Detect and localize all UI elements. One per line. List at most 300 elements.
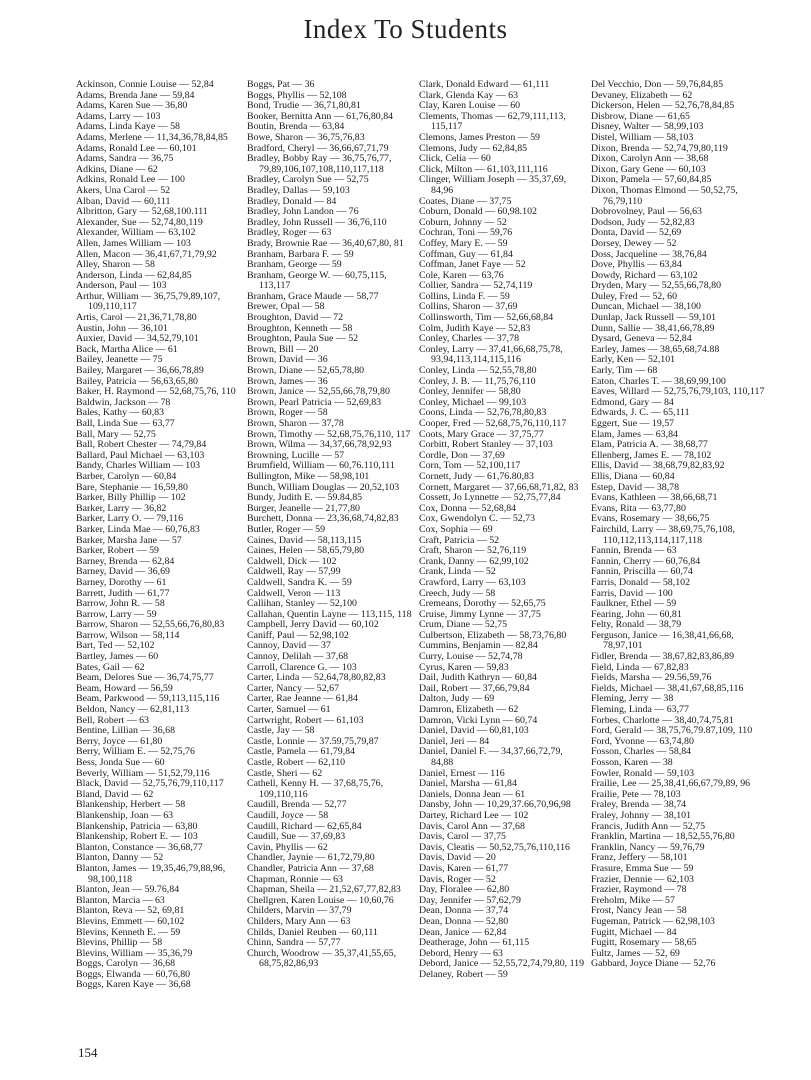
index-entry: Cornett, Judy — 61,76.80,83 <box>419 470 534 482</box>
index-entry: Bales, Kathy — 60,83 <box>76 407 165 419</box>
index-entry: Cartwright, Robert — 61,103 <box>247 714 364 726</box>
index-entry: Blevins, William — 35,36,79 <box>76 947 193 959</box>
index-entry: Clemons, Judy — 62,84,85 <box>419 142 528 154</box>
index-entry: Felty, Ronald — 38,79 <box>591 619 682 631</box>
index-entry: Clements, Thomas — 62,79,111,113, 115,117 <box>419 110 566 133</box>
index-entry: Brown, Diane — 52,65,78,80 <box>247 365 365 377</box>
index-entry: Barney, Brenda — 62,84 <box>76 555 175 567</box>
index-entry: Ackinson, Connie Louise — 52,84 <box>76 79 214 90</box>
index-entry: Cole, Karen — 63,76 <box>419 269 504 281</box>
index-entry: Blankenship, Robert E. — 103 <box>76 831 198 843</box>
index-entry: Blevins, Phillip — 58 <box>76 937 163 949</box>
index-entry: Booker, Bernitta Ann — 61,76,80,84 <box>247 110 394 122</box>
index-entry: Caldwell, Dick — 102 <box>247 555 337 567</box>
index-entry: Conley, Charles — 37,78 <box>419 333 520 345</box>
index-entry: Chandler, Patricia Ann — 37,68 <box>247 862 374 874</box>
index-entry: Davis, Carol — 37,75 <box>419 831 506 843</box>
index-entry: Fannin, Priscilla — 60,74 <box>591 566 693 578</box>
index-entry: Clay, Karen Louise — 60 <box>419 100 521 112</box>
index-entry: Carter, Linda — 52,64,78,80,82,83 <box>247 672 386 684</box>
index-entry: Farris, David — 100 <box>591 587 673 599</box>
index-entry: Blanton, Danny — 52 <box>76 852 164 864</box>
index-column-1 <box>76 80 244 991</box>
index-entry: Frasure, Emma Sue — 59 <box>591 862 694 874</box>
index-entry: Barker, Billy Phillip — 102 <box>76 492 186 504</box>
index-entry: Adkins, Ronald Lee — 100 <box>76 174 185 186</box>
index-entry: Duley, Fred — 52, 60 <box>591 290 678 302</box>
index-entry: Delaney, Robert — 59 <box>419 968 508 980</box>
index-entry: Fleming, Linda — 63,77 <box>591 704 689 716</box>
index-entry: Cannoy, David — 37 <box>247 640 331 652</box>
index-entry: Fultz, James — 52, 69 <box>591 947 680 959</box>
index-entry: Castle, Pamela — 61,79,84 <box>247 746 356 758</box>
index-entry: Evans, Rosemary — 38,66,75 <box>591 513 710 525</box>
index-entry: Davis, David — 20 <box>419 852 496 864</box>
index-entry: Ellis, Diana — 60,84 <box>591 470 675 482</box>
index-entry: Dysard, Geneva — 52,84 <box>591 333 692 345</box>
index-entry: Bare, Stephanie — 16,59,80 <box>76 481 188 493</box>
index-entry: Fleming, Jerry — 38 <box>591 693 674 705</box>
index-entry: Barrow, John R. — 58 <box>76 598 165 610</box>
index-entry: Allen, James William — 103 <box>76 237 191 249</box>
index-entry: Frailie, Pete — 78,103 <box>591 788 681 800</box>
index-entry: Brown, Pearl Patricia — 52,69,83 <box>247 396 382 408</box>
index-entry: Cathell, Kenny H. — 37,68,75,76, 109,110,116 <box>247 778 384 800</box>
index-entry: Coburn, Donald — 60,98.102 <box>419 206 537 218</box>
index-entry: Caines, David — 58,113,115 <box>247 534 362 546</box>
index-entry: Edmond, Gary — 84 <box>591 396 674 408</box>
index-entry: Fugitt, Michael — 84 <box>591 926 677 938</box>
index-entry: Clark, Donald Edward — 61,111 <box>419 79 550 90</box>
index-entry: Bradley, John Russell — 36,76,110 <box>247 216 387 228</box>
index-entry: Adams, Ronald Lee — 60,101 <box>76 142 197 154</box>
index-entry: Bland, David — 62 <box>76 788 154 800</box>
index-entry: Castle, Sheri — 62 <box>247 767 323 779</box>
index-entry: Brown, Wilma — 34,37,66,78,92,93 <box>247 439 392 451</box>
index-entry: Disney, Walter — 58,99,103 <box>591 121 704 133</box>
index-entry: Bradley, John Landon — 76 <box>247 206 359 218</box>
index-entry: Coffman, Guy — 61,84 <box>419 248 513 260</box>
index-entry: Cruise, Jimmy Lynne — 37,75 <box>419 608 541 620</box>
index-entry: Caldwell, Ray — 57,99 <box>247 566 341 578</box>
index-entry: Blanton, Jean — 59.76,84 <box>76 884 180 896</box>
index-entry: Ferguson, Janice — 16,38,41,66,68, 78,97,101 <box>591 629 734 652</box>
index-entry: Cordle, Don — 37,69 <box>419 449 505 461</box>
index-entry: Dean, Janice — 62,84 <box>419 926 507 938</box>
index-entry: Childers, Mary Ann — 63 <box>247 915 351 927</box>
index-entry: Edwards, J. C. — 65,111 <box>591 407 690 419</box>
index-entry: Dobrovolney, Paul — 56,63 <box>591 206 702 218</box>
index-entry: Dixon, Gary Gene — 60,103 <box>591 163 706 175</box>
index-entry: Dixon, Carolyn Ann — 38,68 <box>591 153 709 165</box>
index-entry: Burchett, Donna — 23,36,68,74,82,83 <box>247 513 399 525</box>
index-entry: Bradley, Bobby Ray — 36,75,76,77, 79,89,106,107,108,110,117,118 <box>247 153 392 175</box>
index-entry: Bell, Robert — 63 <box>76 714 149 726</box>
index-entry: Fowler, Ronald — 59,103 <box>591 767 695 779</box>
index-entry: Carter, Samuel — 61 <box>247 704 331 716</box>
index-entry: Brown, Timothy — 52,68,75,76,110, 117 <box>247 428 411 440</box>
index-entry: Ellis, David — 38,68,79,82,83,92 <box>591 460 725 472</box>
index-entry: Bandy, Charles William — 103 <box>76 460 201 472</box>
index-entry: Cannoy, Delilah — 37,68 <box>247 651 349 663</box>
index-entry: Chapman, Sheila — 21,52,67,77,82,83 <box>247 884 401 896</box>
index-entry: Conley, J. B. — 11,75,76,110 <box>419 375 536 387</box>
page-title: Index To Students <box>303 14 508 44</box>
index-entry: Carter, Rae Jeanne — 61,84 <box>247 693 358 705</box>
index-entry: Franklin, Nancy — 59,76,79 <box>591 841 705 853</box>
index-entry: Davis, Cleatis — 50,52,75,76,110,116 <box>419 841 570 853</box>
index-entry: Ballard, Paul Michael — 63,103 <box>76 449 205 461</box>
index-entry: Chinn, Sandra — 57,77 <box>247 937 341 949</box>
page-number: 154 <box>78 1045 98 1060</box>
index-entry: Branham, George — 59 <box>247 259 342 271</box>
index-entry: Conley, Michael — 99,103 <box>419 396 527 408</box>
index-entry: Blevins, Kenneth E. — 59 <box>76 926 181 938</box>
index-entry: Alexander, William — 63,102 <box>76 227 196 239</box>
index-entry: Callahan, Quentin Layne — 113,115, 118 <box>247 608 412 620</box>
index-entry: Back, Martha Alice — 61 <box>76 343 178 355</box>
index-entry: Cooper, Fred — 52,68,75,76,110,117 <box>419 418 567 429</box>
index-entry: Craft, Patricia — 52 <box>419 534 500 546</box>
index-entry: Beam, Delores Sue — 36,74,75,77 <box>76 672 214 684</box>
index-entry: Duncan, Michael — 38,100 <box>591 301 701 313</box>
index-entry: Forbes, Charlotte — 38,40,74,75,81 <box>591 714 734 726</box>
index-entry: Bradford, Cheryl — 36,66,67,71,79 <box>247 142 389 154</box>
index-entry: Bart, Ted — 52,102 <box>76 640 155 652</box>
index-entry: Chellgren, Karen Louise — 10,60,76 <box>247 894 394 906</box>
index-entry: Akers, Una Carol — 52 <box>76 184 171 196</box>
index-entry: Boggs, Karen Kaye — 36,68 <box>76 979 191 991</box>
index-entry: Freholm, Mike — 57 <box>591 894 675 906</box>
index-entry: Austin, John — 36,101 <box>76 322 168 334</box>
index-entry: Cox, Donna — 52,68,84 <box>419 502 517 514</box>
index-entry: Arthur, William — 36,75,79,89,107, 109,110,117 <box>76 290 221 313</box>
index-entry: Adams, Sandra — 36,75 <box>76 153 174 165</box>
index-entry: Castle, Jay — 58 <box>247 725 315 737</box>
index-entry: Bartley, James — 60 <box>76 651 159 663</box>
index-entry: Black, David — 52,75,76,79,110,117 <box>76 778 224 790</box>
index-entry: Broughton, Paula Sue — 52 <box>247 333 359 345</box>
index-entry: Alban, David — 60,111 <box>76 195 171 207</box>
index-entry: Blankenship, Herbert — 58 <box>76 799 186 811</box>
index-entry: Blanton, Marcia — 63 <box>76 894 165 906</box>
index-entry: Eggert, Sue — 19,57 <box>591 418 675 429</box>
index-entry: Davis, Roger — 52 <box>419 873 496 885</box>
index-entry: Carroll, Clarence G. — 103 <box>247 661 357 673</box>
index-entry: Debord, Henry — 63 <box>419 947 503 959</box>
index-entry: Chandler, Jaynie — 61,72,79,80 <box>247 852 375 864</box>
index-entry: Craft, Sharon — 52,76,119 <box>419 545 527 557</box>
index-entry: Broughton, David — 72 <box>247 312 344 324</box>
index-entry: Fidler, Brenda — 38,67,82,83,86,89 <box>591 651 735 663</box>
index-entry: Dixon, Brenda — 52,74,79,80,119 <box>591 142 728 154</box>
index-entry: Cavin, Phyllis — 62 <box>247 841 328 853</box>
index-entry: Eaton, Charles T. — 38,69,99,100 <box>591 375 726 387</box>
index-entry: Fields, Michael — 38,41,67,68,85,116 <box>591 682 744 694</box>
index-entry: Conley, Larry — 37,41,66,68,75,78, 93,94,113,114,115,116 <box>419 343 563 366</box>
index-entry: Collinsworth, Tim — 52,66,68,84 <box>419 312 554 324</box>
index-entry: Daniel, David — 60,81,103 <box>419 725 529 737</box>
index-entry: Distel, William — 58,103 <box>591 131 694 143</box>
index-entry: Click, Milton — 61,103,111,116 <box>419 163 548 175</box>
index-entry: Brumfield, William — 60,76.110,111 <box>247 460 395 472</box>
index-entry: Collins, Linda F. — 59 <box>419 290 510 302</box>
index-entry: Branham, George W. — 60,75,115, 113,117 <box>247 269 387 292</box>
index-entry: Brown, James — 36 <box>247 375 328 387</box>
index-entry: Damron, Elizabeth — 62 <box>419 704 519 716</box>
index-entry: Fosson, Charles — 58,84 <box>591 746 692 758</box>
index-entry: Ford, Yvonne — 63,74,80 <box>591 735 694 747</box>
index-entry: Berry, Joyce — 61,80 <box>76 735 163 747</box>
index-entry: Farris, Donald — 58,102 <box>591 576 691 588</box>
index-entry: Fraley, Johnny — 38,101 <box>591 809 692 821</box>
index-entry: Crum, Diane — 52,75 <box>419 619 508 631</box>
index-entry: Frazier, Raymond — 78 <box>591 884 687 896</box>
index-entry: Bundy, Judith E. — 59.84,85 <box>247 492 363 504</box>
index-entry: Day, Floralee — 62,80 <box>419 884 510 896</box>
index-entry: Fosson, Karen — 38 <box>591 757 673 768</box>
index-entry: Cochran, Toni — 59,76 <box>419 227 513 239</box>
index-entry: Barney, Dorothy — 61 <box>76 576 167 588</box>
index-entry: Church, Woodrow — 35,37,41,55,65, 68,75,82,86,93 <box>247 947 397 970</box>
index-entry: Boggs, Pat — 36 <box>247 79 315 90</box>
index-entry: Franz, Jeffery — 58,101 <box>591 852 688 864</box>
index-entry: Chapman, Ronnie — 63 <box>247 873 343 885</box>
index-entry: Cremeans, Dorothy — 52,65,75 <box>419 598 546 610</box>
index-entry: Caudill, Joyce — 58 <box>247 809 329 821</box>
index-entry: Dixon, Pamela — 57,60,84,85 <box>591 174 712 186</box>
index-entry: Early, Tim — 68 <box>591 365 658 377</box>
index-entry: Boggs, Phyllis — 52,108 <box>247 89 347 101</box>
index-entry: Doss, Jacqueline — 38,76,84 <box>591 248 707 260</box>
index-entry: Beverly, William — 51,52,79,116 <box>76 767 210 779</box>
index-entry: Caniff, Paul — 52,98,102 <box>247 629 349 641</box>
index-entry: Coons, Linda — 52,76,78,80,83 <box>419 407 547 419</box>
index-entry: Blankenship, Joan — 63 <box>76 809 174 821</box>
index-entry: Brown, Janice — 52,55,66,78,79,80 <box>247 386 390 398</box>
index-entry: Brown, Roger — 58 <box>247 407 328 419</box>
index-entry: Alley, Sharon — 58 <box>76 259 155 271</box>
index-entry: Collins, Sharon — 37,69 <box>419 301 518 313</box>
index-entry: Gabbard, Joyce Diane — 52,76 <box>591 958 716 970</box>
index-entry: Frailie, Lee — 25,38,41,66,67,79,89, 96 <box>591 778 751 790</box>
index-entry: Artis, Carol — 21,36,71,78,80 <box>76 312 197 324</box>
index-entry: Daniel, Jeri — 84 <box>419 735 490 747</box>
index-entry: Alexander, Sue — 52,74,80,119 <box>76 216 203 228</box>
index-entry: Dail, Robert — 37,66,79,84 <box>419 682 530 694</box>
index-entry: Field, Linda — 67,82,83 <box>591 661 689 673</box>
index-entry: Ball, Robert Chester — 74,79,84 <box>76 439 207 451</box>
index-entry: Bowe, Sharon — 36,75,76,83 <box>247 131 365 143</box>
index-entry: Fugitt, Rosemary — 58,65 <box>591 937 697 949</box>
index-entry: Fannin, Brenda — 63 <box>591 545 677 557</box>
index-entry: Callihan, Stanley — 52,100 <box>247 598 357 610</box>
index-entry: Albritton, Gary — 52,68,100.111 <box>76 206 208 218</box>
index-entry: Ellenberg, James E. — 78,102 <box>591 449 712 461</box>
index-entry: Dalton, Judy — 69 <box>419 693 495 705</box>
index-entry: Corbitt, Robert Stanley — 37,103 <box>419 439 553 451</box>
index-entry: Butler, Roger — 59 <box>247 523 326 535</box>
index-entry: Berry, William E. — 52,75,76 <box>76 746 195 758</box>
index-entry: Cox, Sophia — 69 <box>419 523 493 535</box>
index-entry: Deatherage, John — 61,115 <box>419 937 530 949</box>
index-entry: Dartey, Richard Lee — 102 <box>419 809 529 821</box>
index-entry: Castle, Robert — 62,110 <box>247 757 346 768</box>
index-entry: Francis, Judith Ann — 52,75 <box>591 820 706 832</box>
index-entry: Clemons, James Preston — 59 <box>419 131 540 143</box>
index-entry: Dodson, Judy — 52,82,83 <box>591 216 695 228</box>
index-entry: Earley, James — 38,65,68,74.88 <box>591 343 720 355</box>
index-entry: Boutin, Brenda — 63,84 <box>247 121 345 133</box>
index-entry: Eaves, Willard — 52,75,76,79,103, 110,117 <box>591 386 765 398</box>
index-entry: Boggs, Elwanda — 60,76,80 <box>76 968 191 980</box>
index-entry: Cummins, Benjamin — 82,84 <box>419 640 538 652</box>
index-entry: Campbell, Jerry David — 60,102 <box>247 619 379 631</box>
index-entry: Evans, Rita — 63,77,80 <box>591 502 686 514</box>
index-entry: Beldon, Nancy — 62,81,113 <box>76 704 190 716</box>
index-entry: Adams, Linda Kaye — 58 <box>76 121 180 133</box>
index-entry: Fearing, John — 60,81 <box>591 608 682 620</box>
index-entry: Bailey, Margaret — 36,66,78,89 <box>76 365 204 377</box>
index-entry: Daniels, Donna Jean — 61 <box>419 788 526 800</box>
index-entry: Dove, Phyllis — 63,84 <box>591 259 682 271</box>
index-entry: Bunch, William Douglas — 20,52,103 <box>247 481 400 493</box>
index-entry: Davis, Karen — 61,77 <box>419 862 509 874</box>
index-entry: Crank, Linda — 52 <box>419 566 496 578</box>
index-entry: Bradley, Donald — 84 <box>247 195 337 207</box>
index-entry: Dorsey, Dewey — 52 <box>591 237 677 249</box>
index-entry: Dean, Donna — 52,80 <box>419 915 509 927</box>
index-entry: Del Vecchio, Don — 59,76,84,85 <box>591 79 724 90</box>
index-entry: Frazier, Dennie — 62,103 <box>591 873 694 885</box>
index-entry: Conley, Linda — 52,55,78,80 <box>419 365 537 377</box>
index-entry: Bailey, Jeanette — 75 <box>76 354 163 366</box>
index-entry: Dail, Judith Kathryn — 60,84 <box>419 672 537 684</box>
index-entry: Coates, Diane — 37,75 <box>419 195 512 207</box>
index-entry: Bradley, Carolyn Sue — 52,75 <box>247 174 369 186</box>
index-entry: Fairchild, Larry — 38,69,75,76,108, 110,112,113,114,117,118 <box>591 523 735 546</box>
index-entry: Conley, Jennifer — 58,80 <box>419 386 521 398</box>
index-entry: Daniel, Ernest — 116 <box>419 767 505 779</box>
index-entry: Childers, Marvin — 37,79 <box>247 905 352 917</box>
index-entry: Bailey, Patricia — 56,63,65,80 <box>76 375 198 387</box>
index-entry: Dryden, Mary — 52,55,66,78,80 <box>591 280 722 292</box>
index-entry: Barrow, Larry — 59 <box>76 608 157 620</box>
index-column-4 <box>591 80 771 970</box>
index-entry: Davis, Carol Ann — 37,68 <box>419 820 525 832</box>
index-entry: Dean, Donna — 37,74 <box>419 905 509 917</box>
index-entry: Collier, Sandra — 52,74,119 <box>419 280 533 292</box>
index-entry: Barker, Linda Mae — 60,76,83 <box>76 523 200 535</box>
index-entry: Blevins, Emmett — 60,102 <box>76 915 185 927</box>
index-entry: Fannin, Cherry — 60,76,84 <box>591 555 701 567</box>
index-entry: Bullington, Mike — 58,98,101 <box>247 470 370 482</box>
index-entry: Estep, David — 38,78 <box>591 481 680 493</box>
index-entry: Cox, Gwendolyn C. — 52,73 <box>419 513 536 525</box>
index-entry: Bradley, Dallas — 59,103 <box>247 184 350 196</box>
index-entry: Fraley, Brenda — 38,74 <box>591 799 687 811</box>
index-entry: Donta, David — 52,69 <box>591 227 682 239</box>
index-entry: Carter, Nancy — 52,67 <box>247 682 340 694</box>
index-entry: Damron, Vicki Lynn — 60,74 <box>419 714 538 726</box>
index-entry: Creech, Judy — 58 <box>419 587 496 599</box>
index-entry: Brown, Bill — 20 <box>247 343 319 355</box>
index-entry: Clark, Glenda Kay — 63 <box>419 89 519 101</box>
index-entry: Barrow, Sharon — 52,55,66,76,80,83 <box>76 619 225 631</box>
index-entry: Ford, Gerald — 38,75,76,79.87,109, 110 <box>591 725 753 737</box>
index-entry: Devaney, Elizabeth — 62 <box>591 89 693 101</box>
index-entry: Beam, Parkwood — 59,113,115,116 <box>76 693 220 705</box>
index-entry: Caudill, Brenda — 52,77 <box>247 799 347 811</box>
index-entry: Crank, Danny — 62,99,102 <box>419 555 529 567</box>
index-entry: Fugeman, Patrick — 62,98,103 <box>591 915 715 927</box>
index-entry: Caldwell, Veron — 113 <box>247 587 341 599</box>
index-entry: Burger, Jeanelle — 21,77,80 <box>247 502 360 514</box>
index-entry: Castle, Lonnie — 37.59,75,79,87 <box>247 735 379 747</box>
index-entry: Broughton, Kenneth — 58 <box>247 322 353 334</box>
index-entry: Adams, Larry — 103 <box>76 110 161 122</box>
index-entry: Barney, David — 36,69 <box>76 566 170 578</box>
index-entry: Anderson, Linda — 62,84,85 <box>76 269 192 281</box>
index-entry: Boggs, Carolyn — 36,68 <box>76 958 176 970</box>
index-entry: Coots, Mary Grace — 37,75,77 <box>419 428 544 440</box>
index-entry: Bates, Gail — 62 <box>76 661 145 673</box>
index-entry: Blanton, Constance — 36,68,77 <box>76 841 203 853</box>
index-entry: Brewer, Opal — 58 <box>247 301 325 313</box>
index-entry: Blanton, James — 19,35,46,79,88,96, 98,100,118 <box>76 862 226 885</box>
index-entry: Caudill, Sue — 37,69,83 <box>247 831 346 843</box>
index-entry: Disbrow, Diane — 61,65 <box>591 110 690 122</box>
index-entry: Cornett, Margaret — 37,66,68,71,82, 83 <box>419 481 579 493</box>
index-entry: Elam, Patricia A. — 38,68,77 <box>591 439 708 451</box>
index-entry: Dunn, Sallie — 38,41,66,78,89 <box>591 322 715 334</box>
index-entry: Daniel, Daniel F. — 34,37,66,72,79, 84,88 <box>419 746 563 768</box>
index-entry: Barrow, Wilson — 58,114 <box>76 629 180 641</box>
index-entry: Frost, Nancy Jean — 58 <box>591 905 687 917</box>
index-entry: Coburn, Johnny — 52 <box>419 216 507 228</box>
index-entry: Brown, David — 36 <box>247 354 328 366</box>
index-entry: Elam, James — 63,84 <box>591 428 678 440</box>
index-entry: Fields, Marsha — 29.56,59,76 <box>591 672 712 684</box>
index-entry: Barker, Larry — 36,82 <box>76 502 167 514</box>
index-entry: Franklin, Martina — 18,52,55,76,80 <box>591 831 735 843</box>
index-entry: Auxier, David — 34,52,79,101 <box>76 333 199 345</box>
index-entry: Day, Jennifer — 57,62,79 <box>419 894 521 906</box>
index-entry: Caldwell, Sandra K. — 59 <box>247 576 352 588</box>
index-entry: Baldwin, Jackson — 78 <box>76 396 171 408</box>
index-entry: Barker, Robert — 59 <box>76 545 159 557</box>
index-entry: Bond, Trudie — 36,71,80,81 <box>247 100 361 112</box>
index-entry: Barker, Marsha Jane — 57 <box>76 534 182 546</box>
index-entry: Bradley, Roger — 63 <box>247 227 332 239</box>
index-entry: Anderson, Paul — 103 <box>76 280 167 292</box>
index-entry: Coffman, Janet Faye — 52 <box>419 259 526 271</box>
index-entry: Faulkner, Ethel — 59 <box>591 598 677 610</box>
index-entry: Dixon, Thomas Elmond — 50,52,75, 76,79,110 <box>591 184 738 207</box>
index-entry: Evans, Kathleen — 38,66,68,71 <box>591 492 718 504</box>
index-entry: Allen, Macon — 36,41,67,71,79,92 <box>76 248 217 260</box>
index-entry: Branham, Grace Maude — 58,77 <box>247 290 379 302</box>
index-entry: Ball, Linda Sue — 63,77 <box>76 418 175 429</box>
index-entry: Cossett, Jo Lynnette — 52,75,77,84 <box>419 492 561 504</box>
index-entry: Brady, Brownie Rae — 36,40,67,80, 81 <box>247 237 404 249</box>
index-entry: Clinger, William Joseph — 35,37,69, 84,96 <box>419 174 567 196</box>
index-entry: Adams, Karen Sue — 36,80 <box>76 100 188 112</box>
index-entry: Coffey, Mary E. — 59 <box>419 237 508 249</box>
index-entry: Colm, Judith Kaye — 52,83 <box>419 322 531 334</box>
index-entry: Blanton, Reva — 52, 69,81 <box>76 905 185 917</box>
index-entry: Browning, Lucille — 57 <box>247 449 345 461</box>
